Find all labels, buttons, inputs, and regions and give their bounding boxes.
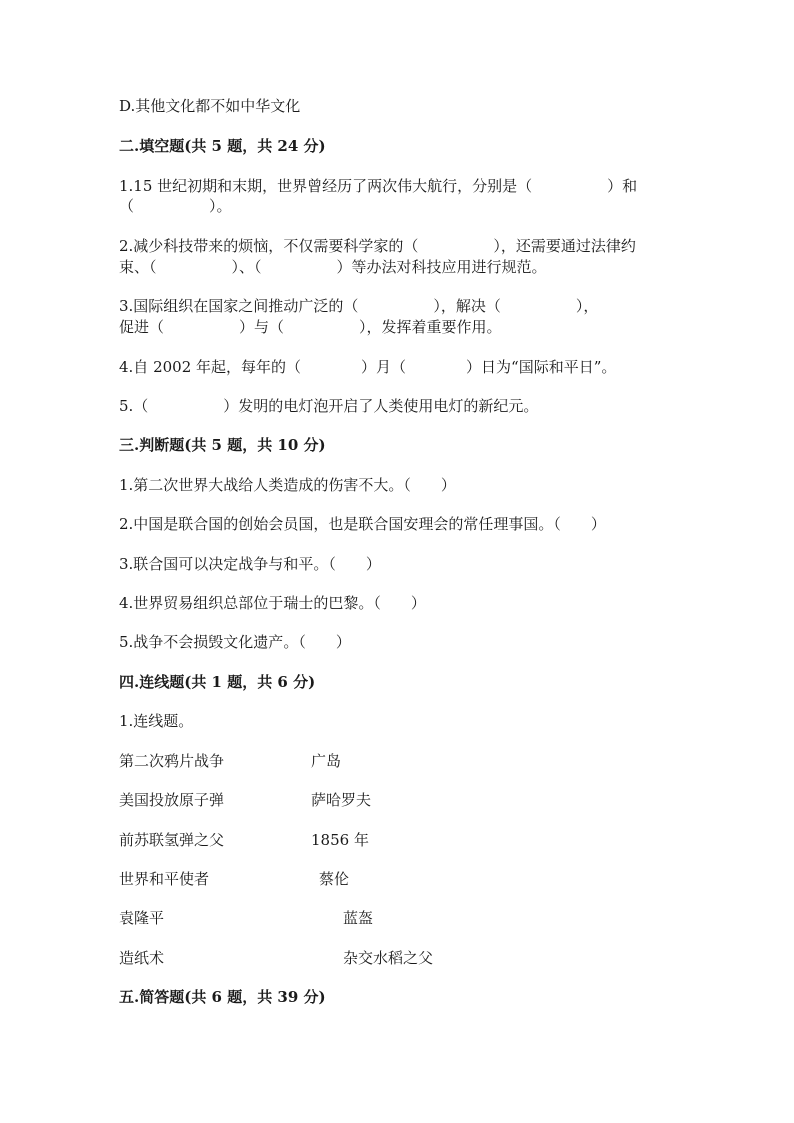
- s3-q3: 3.联合国可以决定战争与和平。（ ）: [119, 555, 381, 573]
- s2-q2-line1: 2.减少科技带来的烦恼，不仅需要科学家的（ ），还需要通过法律约: [119, 237, 636, 255]
- s2-q2-line2: 束、（ ）、（ ）等办法对科技应用进行规范。: [119, 258, 547, 276]
- match-right-item: 1856 年: [311, 831, 369, 849]
- match-right-item: 蔡伦: [319, 870, 350, 888]
- s2-q5: 5.（ ）发明的电灯泡开启了人类使用电灯的新纪元。: [119, 397, 539, 415]
- s2-q1-line1: 1.15 世纪初期和末期，世界曾经历了两次伟大航行，分别是（ ）和: [119, 177, 638, 195]
- match-left-item: 美国投放原子弹: [119, 791, 225, 809]
- s3-q1: 1.第二次世界大战给人类造成的伤害不大。（ ）: [119, 476, 456, 494]
- match-right-item: 杂交水稻之父: [343, 949, 434, 967]
- section-4-title: 四.连线题(共 1 题，共 6 分): [119, 673, 316, 691]
- s4-q1: 1.连线题。: [119, 712, 194, 730]
- s3-q4: 4.世界贸易组织总部位于瑞士的巴黎。（ ）: [119, 594, 426, 612]
- match-right-item: 蓝盔: [343, 909, 374, 927]
- s3-q2: 2.中国是联合国的创始会员国，也是联合国安理会的常任理事国。（ ）: [119, 515, 606, 533]
- match-left-item: 造纸术: [119, 949, 165, 967]
- section-3-title: 三.判断题(共 5 题，共 10 分): [119, 436, 326, 454]
- s2-q1-line2: （ ）。: [119, 197, 232, 215]
- s2-q3-line2: 促进（ ）与（ ），发挥着重要作用。: [119, 318, 502, 336]
- section-5-title: 五.简答题(共 6 题，共 39 分): [119, 988, 326, 1006]
- match-left-item: 袁隆平: [119, 909, 165, 927]
- section-2-title: 二.填空题(共 5 题，共 24 分): [119, 137, 326, 155]
- match-left-item: 世界和平使者: [119, 870, 210, 888]
- s2-q4: 4.自 2002 年起，每年的（ ）月（ ）日为“国际和平日”。: [119, 358, 617, 376]
- match-left-item: 前苏联氢弹之父: [119, 831, 225, 849]
- s2-q3-line1: 3.国际组织在国家之间推动广泛的（ ），解决（ ），: [119, 297, 599, 315]
- match-left-item: 第二次鸦片战争: [119, 752, 225, 770]
- s3-q5: 5.战争不会损毁文化遗产。（ ）: [119, 633, 351, 651]
- match-right-item: 萨哈罗夫: [311, 791, 372, 809]
- option-d: D.其他文化都不如中华文化: [119, 97, 301, 115]
- match-right-item: 广岛: [311, 752, 342, 770]
